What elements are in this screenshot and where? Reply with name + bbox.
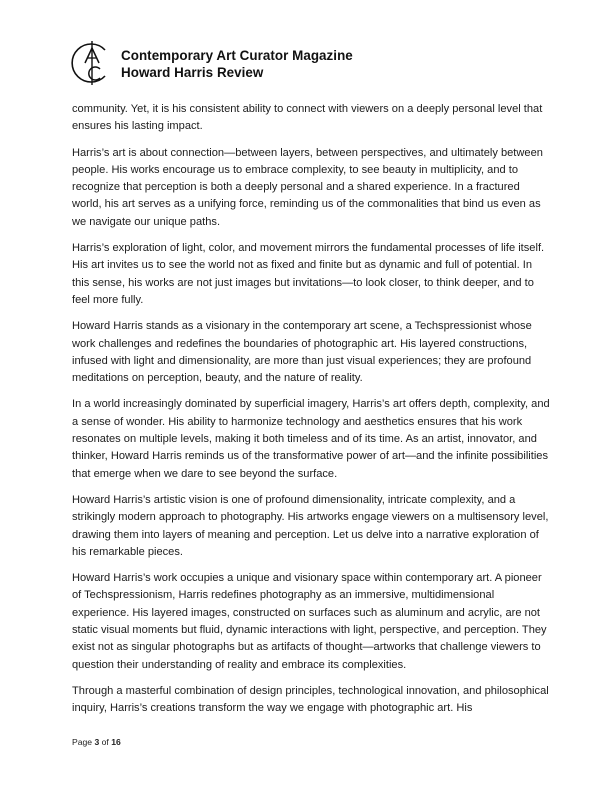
ca-circle-logo-icon	[67, 38, 117, 88]
paragraph: Howard Harris stands as a visionary in the contemporary art scene, a Techspressionist whose work challenges and redefines the boundaries of photographic art. His layered constructions, infused with light and dimensionality, are more than just visual experiences; they are profound meditations on perception, beauty, and the nature of reality.	[72, 320, 532, 385]
magazine-title: Contemporary Art Curator Magazine	[121, 48, 353, 63]
paragraph: Harris’s exploration of light, color, and movement mirrors the fundamental processes of life itself. His art invites us to see the world not as fixed and finite but as dynamic and full of potential. In this sense, his works are not just images but invitations—to look closer, to think deeper, and to feel more fully.	[72, 242, 545, 306]
paragraph: community. Yet, it is his consistent ability to connect with viewers on a deeply personal level that ensures his lasting impact.	[72, 103, 543, 133]
header-titles	[121, 47, 353, 81]
review-title: Howard Harris Review	[121, 65, 264, 80]
total-pages-number: 16	[111, 737, 121, 747]
paragraph: Howard Harris’s work occupies a unique and visionary space within contemporary art. A pioneer of Techspressionism, Harris redefines photography as an immersive, multidimensional experience. His layered images, constructed on surfaces such as aluminum and acrylic, are not static visual moments but fluid, dynamic interactions with light, perspective, and perception. They exist not as singular photographs but as artifacts of thought—artworks that challenge viewers to question their understanding of reality and embrace its complexities.	[72, 572, 547, 671]
article-body	[72, 101, 550, 727]
paragraph: Howard Harris’s artistic vision is one of profound dimensionality, intricate complexity, and a strikingly modern approach to photography. His artworks engage viewers on a multisensory level, drawing them into layers of meaning and perception. Let us delve into a narrative exploration of his remarkable pieces.	[72, 493, 549, 558]
page-footer	[72, 737, 121, 747]
page-header	[67, 38, 353, 88]
paragraph: In a world increasingly dominated by superficial imagery, Harris’s art offers depth, complexity, and a sense of wonder. His ability to harmonize technology and aesthetics ensures that his work resonates on multiple levels, making it both timeless and of its time. As an artist, innovator, and thinker, Howard Harris reminds us of the transformative power of art—and the infinite possibilities that emerge when we dare to see beyond the surface.	[72, 398, 550, 480]
of-label: of	[101, 737, 109, 747]
current-page-number: 3	[94, 737, 100, 747]
paragraph: Through a masterful combination of design principles, technological innovation, and philosophical inquiry, Harris’s creations transform the way we engage with photographic art. His	[72, 684, 549, 715]
paragraph: Harris’s art is about connection—between layers, between perspectives, and ultimately between people. His works encourage us to embrace complexity, to see beauty in multiplicity, and to recognize that perception is both a deeply personal and a shared experience. In a fractured world, his art serves as a unifying force, reminding us of the commonalities that bind us even as we navigate our unique paths.	[72, 146, 543, 228]
page-label: Page	[72, 737, 93, 747]
